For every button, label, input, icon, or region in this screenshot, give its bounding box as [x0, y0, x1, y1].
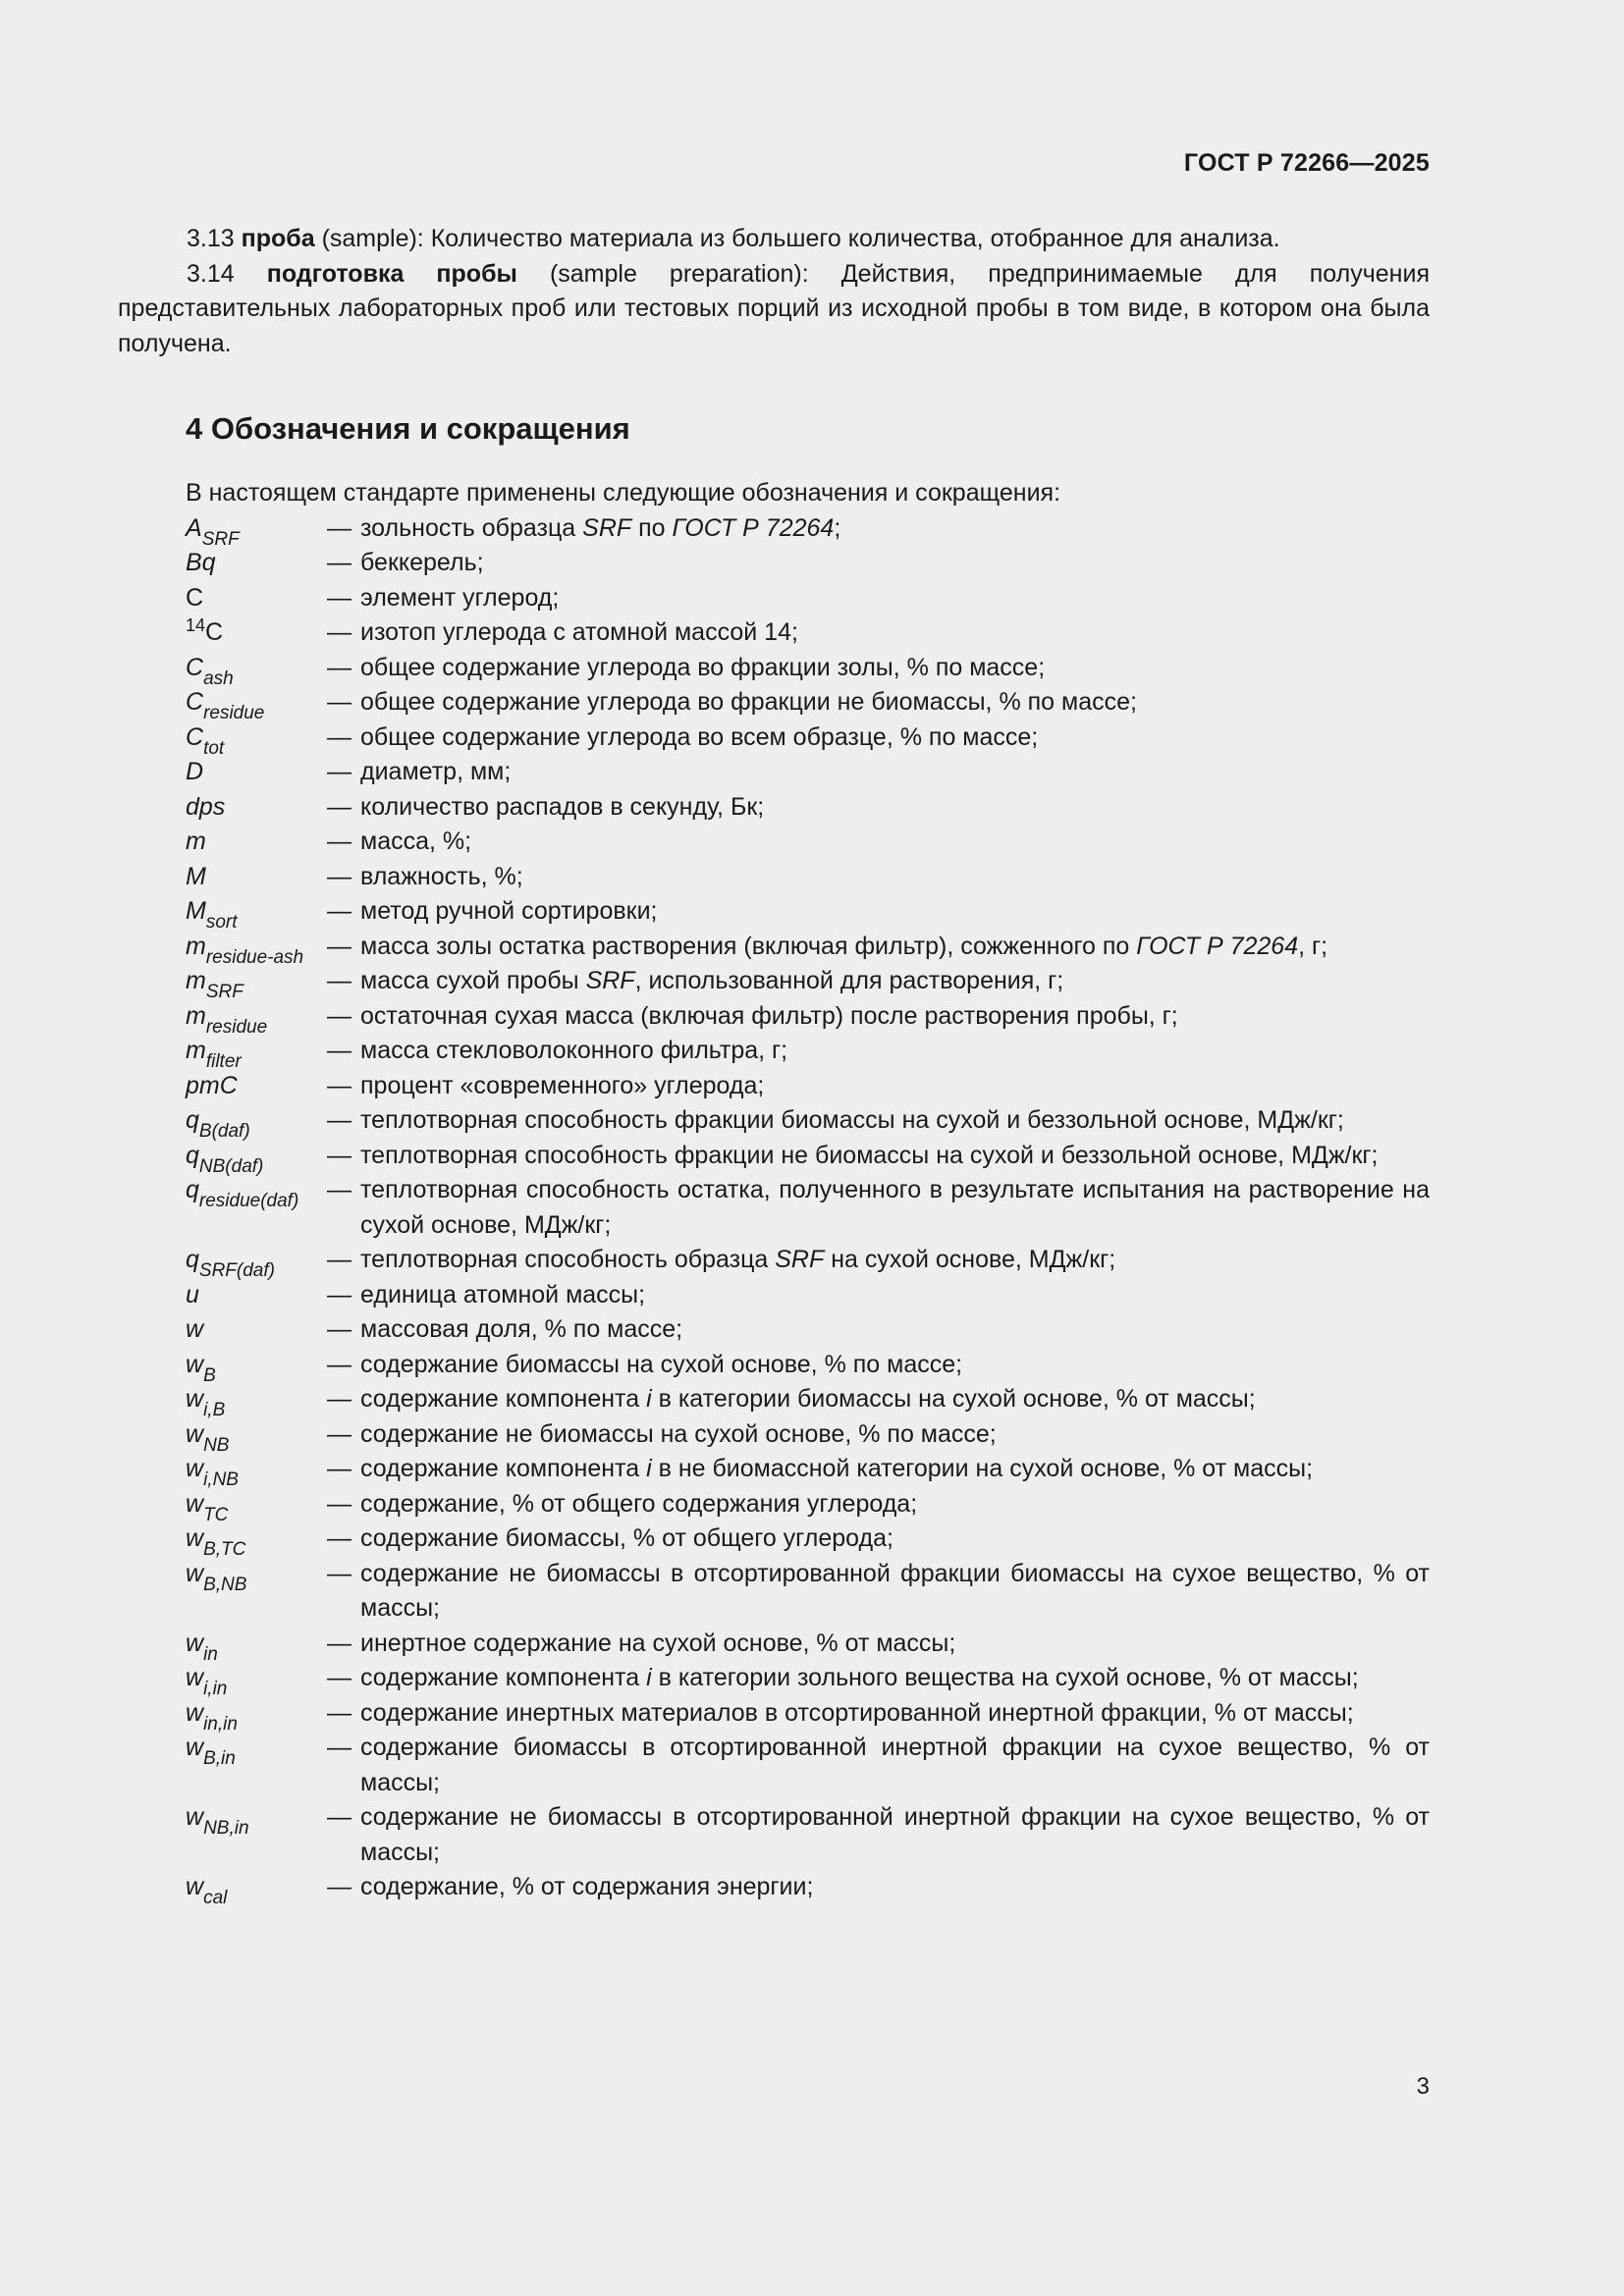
description-text: процент «современного» углерода; [360, 1071, 765, 1099]
symbol [186, 1103, 327, 1142]
symbol-base: q [186, 1246, 199, 1273]
term-number: 3.13 [187, 225, 235, 252]
symbol-base: w [186, 1629, 204, 1657]
symbol-description [360, 1627, 1430, 1662]
symbol-subscript: residue [203, 703, 265, 723]
symbol [186, 1731, 327, 1769]
description-text: влажность, %; [360, 862, 523, 890]
em-dash: — [327, 1419, 352, 1448]
symbol-description [360, 1034, 1430, 1069]
description-text: содержание компонента [360, 1455, 647, 1482]
em-dash: — [327, 513, 352, 542]
symbol-description [360, 546, 1430, 581]
symbol-subscript: filter [205, 1051, 242, 1072]
em-dash: — [327, 1559, 352, 1587]
description-text: общее содержание углерода во всем образце, % по массе; [360, 722, 1039, 751]
description-italic: i [646, 1455, 652, 1482]
description-text: содержание не биомассы в отсортированной фракции биомассы на сухое вещество, % от массы; [360, 1559, 1430, 1622]
page-number: 3 [1416, 2073, 1430, 2100]
symbol-row [186, 581, 1430, 616]
symbol-row [186, 1870, 1430, 1908]
symbol-row [186, 1557, 1430, 1627]
symbols-list [186, 511, 1430, 1908]
symbol-description [360, 1522, 1430, 1557]
description-italic: SRF [775, 1246, 825, 1273]
symbol-base: C [186, 653, 204, 681]
symbol [186, 860, 327, 895]
symbol-row [186, 1661, 1430, 1699]
symbol-description [360, 964, 1430, 999]
symbol-description [360, 825, 1430, 860]
symbol [186, 755, 327, 790]
symbol-row [186, 930, 1430, 968]
symbol-row [186, 1034, 1430, 1072]
symbol-subscript: residue [205, 1016, 268, 1038]
symbol [186, 1139, 327, 1177]
symbol-description [360, 1870, 1430, 1905]
symbol-row [186, 1243, 1430, 1281]
symbol-subscript: NB [203, 1434, 230, 1456]
em-dash: — [327, 862, 352, 890]
term-name: проба [241, 225, 315, 252]
symbol-description [360, 1139, 1430, 1174]
description-text: содержание, % от общего содержания углерода; [360, 1489, 918, 1518]
em-dash: — [327, 1524, 352, 1552]
symbol-subscript: i,in [203, 1679, 228, 1699]
symbol-base: w [186, 1350, 204, 1378]
symbol-row [186, 1522, 1430, 1560]
symbol [186, 999, 327, 1038]
symbol-subscript: SRF [205, 982, 244, 1002]
symbol [186, 930, 327, 968]
symbol-subscript: SRF [201, 528, 240, 550]
em-dash: — [327, 583, 352, 612]
symbol [186, 894, 327, 933]
symbol [186, 1522, 327, 1560]
symbol-base: w [186, 1559, 204, 1587]
symbol-base: A [186, 513, 202, 542]
symbol-row [186, 1139, 1430, 1177]
symbol-base: w [186, 1524, 204, 1552]
symbol-row [186, 825, 1430, 860]
symbol-description [360, 999, 1430, 1035]
symbol-base: w [186, 1455, 204, 1482]
symbol-description [360, 1278, 1430, 1313]
em-dash: — [327, 618, 352, 646]
section-intro: В настоящем стандарте применены следующие обозначения и сокращения: [186, 479, 1061, 507]
symbol [186, 1382, 327, 1420]
description-text: содержание биомассы на сухой основе, % по массе; [360, 1350, 963, 1378]
symbol [186, 651, 327, 689]
description-text: теплотворная способность фракции не биомассы на сухой и беззольной основе, МДж/кг; [360, 1141, 1379, 1169]
symbol-subscript: residue(daf) [198, 1191, 299, 1211]
document-code: ГОСТ Р 72266—2025 [1183, 149, 1430, 177]
description-text: беккерель; [360, 549, 484, 576]
symbol [186, 1696, 327, 1735]
symbol-row [186, 1173, 1430, 1243]
symbol-superscript: 14 [186, 615, 206, 635]
symbol-subscript: TC [203, 1504, 229, 1525]
em-dash: — [327, 1803, 352, 1831]
symbol-description [360, 755, 1430, 790]
em-dash: — [327, 1698, 352, 1727]
symbol-description [360, 1452, 1430, 1487]
symbol-row [186, 685, 1430, 721]
description-italic: i [646, 1664, 652, 1691]
symbol-base: C [205, 618, 224, 646]
symbol [186, 1069, 327, 1104]
page-content [118, 222, 1430, 1908]
description-text: содержание компонента [360, 1385, 647, 1413]
description-text: в категории биомассы на сухой основе, % от массы; [651, 1385, 1256, 1413]
em-dash: — [327, 1280, 352, 1308]
symbol [186, 790, 327, 826]
symbol [186, 721, 327, 759]
em-dash: — [327, 1176, 352, 1203]
description-text: масса, %; [360, 828, 472, 855]
symbol-row [186, 755, 1430, 790]
symbol [186, 1034, 327, 1072]
symbol-row [186, 511, 1430, 550]
symbol-row [186, 1069, 1430, 1104]
symbol-base: q [186, 1141, 199, 1169]
symbol [186, 825, 327, 860]
em-dash: — [327, 792, 352, 821]
symbol-base: C [186, 583, 204, 612]
symbol-row [186, 1348, 1430, 1386]
symbol-base: w [186, 1489, 204, 1518]
symbol-row [186, 1452, 1430, 1490]
symbol-row [186, 615, 1430, 651]
symbol-row [186, 1731, 1430, 1800]
description-text: теплотворная способность фракции биомассы на сухой и беззольной основе, МДж/кг; [360, 1106, 1344, 1134]
description-text: масса сухой пробы [360, 967, 586, 994]
symbol [186, 1278, 327, 1313]
symbol-description [360, 1731, 1430, 1800]
term-definition [118, 222, 1430, 257]
symbol-row [186, 1696, 1430, 1735]
em-dash: — [327, 1664, 352, 1691]
symbol-description [360, 511, 1430, 547]
description-text: количество распадов в секунду, Бк; [360, 792, 765, 821]
symbol [186, 1661, 327, 1699]
symbol [186, 1452, 327, 1490]
description-text: по [631, 513, 673, 542]
em-dash: — [327, 932, 352, 960]
description-text: содержание инертных материалов в отсортированной инертной фракции, % от массы; [360, 1698, 1354, 1727]
description-text: теплотворная способность остатка, полученного в результате испытания на растворение на сухой основе, МДж/кг; [360, 1176, 1430, 1239]
symbol-description [360, 1103, 1430, 1139]
symbol-base: m [186, 1037, 206, 1064]
symbol-row [186, 546, 1430, 581]
description-text: метод ручной сортировки; [360, 897, 658, 925]
symbol-base: pmC [186, 1071, 238, 1099]
em-dash: — [327, 1734, 352, 1761]
symbol-base: m [186, 932, 206, 960]
symbol-subscript: NB(daf) [198, 1155, 264, 1177]
symbol [186, 685, 327, 721]
symbol-description [360, 615, 1430, 651]
symbol [186, 964, 327, 1002]
symbol-row [186, 721, 1430, 759]
symbol-base: m [186, 967, 206, 994]
symbol-subscript: NB,in [203, 1818, 249, 1839]
symbol-row [186, 1103, 1430, 1142]
symbol-subscript: ash [203, 667, 234, 689]
em-dash: — [327, 1141, 352, 1169]
symbol [186, 1417, 327, 1456]
description-text: единица атомной массы; [360, 1280, 646, 1308]
description-text: содержание, % от содержания энергии; [360, 1873, 814, 1900]
symbol-subscript: cal [203, 1888, 228, 1908]
em-dash: — [327, 688, 352, 716]
symbol-row [186, 1382, 1430, 1420]
description-italic: ГОСТ Р 72264 [672, 513, 835, 542]
symbol [186, 1557, 327, 1595]
em-dash: — [327, 1629, 352, 1657]
symbol-row [186, 1278, 1430, 1313]
em-dash: — [327, 1001, 352, 1030]
symbol-description [360, 1661, 1430, 1696]
description-italic: i [646, 1385, 652, 1413]
em-dash: — [327, 722, 352, 751]
symbol-row [186, 860, 1430, 895]
symbol-subscript: sort [205, 912, 238, 933]
symbol-subscript: B,NB [203, 1574, 247, 1595]
symbol-base: m [186, 1001, 206, 1030]
symbol-subscript: B(daf) [198, 1121, 250, 1142]
description-text: общее содержание углерода во фракции золы, % по массе; [360, 653, 1046, 681]
em-dash: — [327, 1350, 352, 1378]
symbol-row [186, 1487, 1430, 1525]
symbol-base: w [186, 1315, 204, 1343]
symbol-base: w [186, 1664, 204, 1691]
symbol-row [186, 999, 1430, 1038]
symbol-row [186, 790, 1430, 826]
symbol [186, 1173, 327, 1211]
term-text: (sample preparation): Действия, предпринимаемые для получения представительных лабораторных проб или тестовых порций из исходной пробы в том виде, в котором она была получена. [118, 259, 1430, 357]
symbol-base: u [186, 1280, 199, 1308]
symbol-subscript: i,B [203, 1400, 226, 1420]
symbol-row [186, 651, 1430, 689]
description-italic: SRF [582, 513, 632, 542]
description-text: остаточная сухая масса (включая фильтр) после растворения пробы, г; [360, 1001, 1178, 1030]
symbol-subscript: B,in [203, 1748, 236, 1769]
symbol-subscript: in,in [203, 1713, 238, 1735]
symbol-description [360, 1417, 1430, 1453]
symbol-base: Bq [186, 549, 216, 576]
symbol-base: D [186, 758, 204, 785]
em-dash: — [327, 1106, 352, 1134]
symbol-description [360, 1800, 1430, 1870]
symbol-description [360, 685, 1430, 721]
symbol-subscript: B,TC [203, 1539, 246, 1560]
description-italic: SRF [585, 967, 635, 994]
description-text: массовая доля, % по массе; [360, 1315, 683, 1343]
symbol-description [360, 1696, 1430, 1732]
symbol-base: w [186, 1734, 204, 1761]
symbol-description [360, 860, 1430, 895]
symbol-subscript: i,NB [203, 1469, 239, 1490]
symbol-description [360, 894, 1430, 930]
symbol [186, 1870, 327, 1908]
symbol-description [360, 651, 1430, 686]
section-heading: 4 Обозначения и сокращения [186, 411, 630, 446]
symbol-subscript: tot [203, 737, 225, 759]
symbol-subscript: SRF(daf) [198, 1260, 275, 1281]
symbol-description [360, 790, 1430, 826]
em-dash: — [327, 828, 352, 855]
symbol-base: q [186, 1176, 199, 1203]
em-dash: — [327, 1071, 352, 1099]
symbol-base: w [186, 1873, 204, 1900]
symbol-description [360, 1312, 1430, 1348]
symbol-description [360, 1487, 1430, 1522]
symbol [186, 1487, 327, 1525]
em-dash: — [327, 1246, 352, 1273]
terms-section [118, 222, 1430, 361]
symbol [186, 1312, 327, 1348]
em-dash: — [327, 897, 352, 925]
description-text: теплотворная способность образца [360, 1246, 776, 1273]
symbol [186, 1243, 327, 1281]
em-dash: — [327, 1315, 352, 1343]
symbol-base: w [186, 1698, 204, 1727]
description-text: содержание биомассы в отсортированной инертной фракции на сухое вещество, % от массы; [360, 1734, 1430, 1796]
em-dash: — [327, 549, 352, 576]
symbol-base: C [186, 688, 204, 716]
symbol [186, 1800, 327, 1839]
symbol-subscript: residue-ash [205, 946, 304, 968]
symbol-description [360, 1243, 1430, 1278]
description-text: зольность образца [360, 513, 583, 542]
symbol [186, 615, 327, 651]
symbol-base: q [186, 1106, 199, 1134]
symbol-description [360, 721, 1430, 756]
symbol [186, 581, 327, 616]
symbol-description [360, 1173, 1430, 1243]
description-text: содержание компонента [360, 1664, 647, 1691]
symbol-description [360, 1069, 1430, 1104]
symbol-base: M [186, 862, 206, 890]
description-text: содержание биомассы, % от общего углерода; [360, 1524, 893, 1552]
symbol-base: M [186, 897, 206, 925]
description-text: в не биомассной категории на сухой основе, % от массы; [651, 1455, 1314, 1482]
symbol-description [360, 1382, 1430, 1417]
symbol-description [360, 930, 1430, 965]
symbol-base: C [186, 722, 204, 751]
description-text: масса золы остатка растворения (включая фильтр), сожженного по [360, 932, 1137, 960]
symbol [186, 1627, 327, 1665]
description-text: масса стекловолоконного фильтра, г; [360, 1037, 788, 1064]
symbol [186, 1348, 327, 1386]
description-text: инертное содержание на сухой основе, % от массы; [360, 1629, 956, 1657]
symbol-subscript: B [203, 1364, 216, 1386]
symbol [186, 511, 327, 550]
em-dash: — [327, 1489, 352, 1518]
symbol-base: m [186, 828, 206, 855]
term-number: 3.14 [187, 259, 235, 288]
symbol-base: w [186, 1419, 204, 1448]
description-text: , г; [1298, 932, 1328, 960]
em-dash: — [327, 653, 352, 681]
symbol-description [360, 1557, 1430, 1627]
symbol-description [360, 581, 1430, 616]
term-name: подготовка пробы [266, 259, 517, 288]
em-dash: — [327, 1037, 352, 1064]
symbol-row [186, 894, 1430, 933]
em-dash: — [327, 967, 352, 994]
description-text: общее содержание углерода во фракции не биомассы, % по массе; [360, 688, 1137, 716]
description-text: изотоп углерода с атомной массой 14; [360, 618, 798, 646]
description-text: диаметр, мм; [360, 758, 512, 785]
description-text: на сухой основе, МДж/кг; [824, 1246, 1116, 1273]
symbol-row [186, 964, 1430, 1002]
term-definition [118, 257, 1430, 362]
description-text: в категории зольного вещества на сухой основе, % от массы; [651, 1664, 1359, 1691]
em-dash: — [327, 1455, 352, 1482]
em-dash: — [327, 1385, 352, 1413]
symbol [186, 546, 327, 581]
description-text: ; [834, 513, 841, 542]
symbol-base: dps [186, 792, 226, 821]
description-italic: ГОСТ Р 72264 [1136, 932, 1299, 960]
description-text: содержание не биомассы на сухой основе, % по массе; [360, 1419, 997, 1448]
term-text: (sample): Количество материала из большего количества, отобранное для анализа. [314, 225, 1280, 252]
description-text: содержание не биомассы в отсортированной инертной фракции на сухое вещество, % от массы; [360, 1803, 1430, 1866]
symbol-row [186, 1312, 1430, 1348]
symbol-base: w [186, 1803, 204, 1831]
symbol-row [186, 1800, 1430, 1870]
symbol-subscript: in [203, 1643, 218, 1665]
symbol-row [186, 1627, 1430, 1665]
em-dash: — [327, 1873, 352, 1900]
description-text: элемент углерод; [360, 583, 560, 612]
symbol-description [360, 1348, 1430, 1383]
symbol-row [186, 1417, 1430, 1456]
description-text: , использованной для растворения, г; [634, 967, 1064, 994]
symbol-base: w [186, 1385, 204, 1413]
em-dash: — [327, 758, 352, 785]
